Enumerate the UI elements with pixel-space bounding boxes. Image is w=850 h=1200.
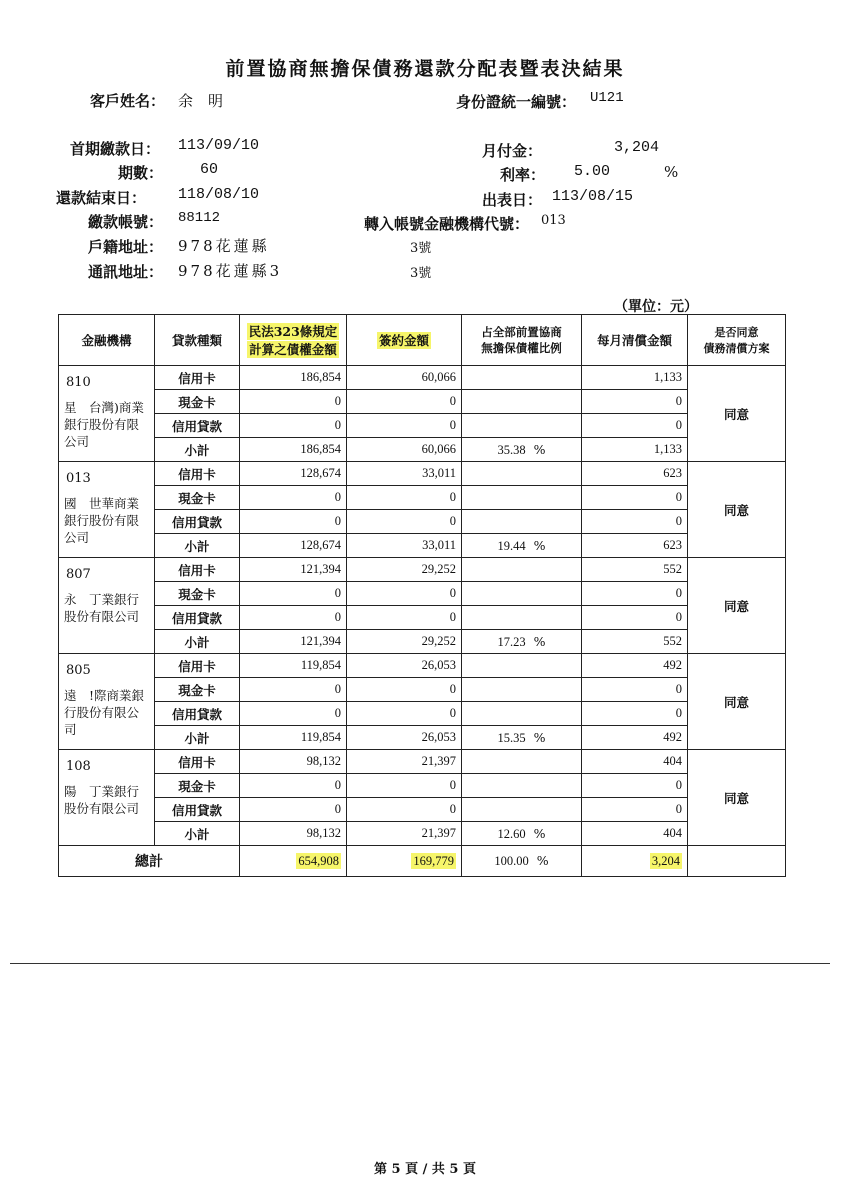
claim-cell: 121,394 [240, 558, 347, 582]
contract-cell: 33,011 [347, 462, 462, 486]
loan-type-cell: 信用貸款 [155, 702, 240, 726]
claim-cell: 0 [240, 414, 347, 438]
bank-cell [59, 750, 155, 846]
id-label: 身份證統一編號： [456, 93, 577, 111]
loan-type-cell: 信用卡 [155, 366, 240, 390]
id-value: U121 [590, 90, 624, 106]
periods-label: 期數： [118, 164, 164, 182]
agree-cell: 同意 [688, 750, 786, 846]
total-ratio-value: 100.00 [494, 854, 529, 868]
ratio-cell [462, 726, 582, 750]
loan-type-cell: 現金卡 [155, 582, 240, 606]
claim-cell: 186,854 [240, 366, 347, 390]
ratio-value: 17.23 [497, 634, 526, 649]
header-contract-text: 簽約金額 [378, 333, 429, 348]
monthly-cell: 0 [582, 678, 688, 702]
contract-cell: 0 [347, 414, 462, 438]
contract-cell: 0 [347, 798, 462, 822]
ratio-value: 15.35 [497, 730, 526, 745]
header-agree-line1: 是否同意 [714, 326, 759, 339]
monthly-cell: 404 [582, 822, 688, 846]
transfer-label: 轉入帳號金融機構代號： [364, 215, 530, 233]
ratio-cell [462, 438, 582, 462]
table-row [59, 726, 786, 750]
scan-artifact-line [10, 963, 830, 964]
table-row [59, 798, 786, 822]
claim-cell: 0 [240, 486, 347, 510]
bank-code: 807 [66, 567, 91, 582]
bank-cell [59, 654, 155, 750]
claim-cell: 128,674 [240, 462, 347, 486]
reg-addr-value: 978花蓮縣 [178, 237, 270, 255]
ratio-value: 12.60 [497, 826, 526, 841]
contract-cell: 33,011 [347, 534, 462, 558]
mail-addr-suffix: 3號 [410, 266, 432, 281]
page-footer: 第 5 頁 / 共 5 頁 [374, 1162, 476, 1177]
bank-code: 013 [66, 471, 91, 486]
table-row [59, 654, 786, 678]
header-loan-type: 貸款種類 [155, 315, 240, 366]
table-header-row [59, 315, 786, 366]
header-agree [688, 315, 786, 366]
monthly-value: 3,204 [614, 139, 660, 156]
contract-cell: 60,066 [347, 366, 462, 390]
monthly-cell: 0 [582, 702, 688, 726]
monthly-cell: 404 [582, 750, 688, 774]
mail-addr-label: 通訊地址： [88, 263, 164, 281]
ratio-cell [462, 798, 582, 822]
table-row [59, 606, 786, 630]
total-ratio-percent: % [536, 853, 549, 868]
loan-type-cell: 信用貸款 [155, 798, 240, 822]
ratio-cell [462, 822, 582, 846]
header-ratio-line1: 占全部前置協商 [481, 325, 562, 339]
issue-value: 113/08/15 [552, 188, 634, 205]
table-row [59, 774, 786, 798]
contract-cell: 21,397 [347, 822, 462, 846]
agree-cell: 同意 [688, 366, 786, 462]
bank-name: 永 丁業銀行股份有限公司 [64, 592, 140, 624]
table-row [59, 630, 786, 654]
claim-cell: 98,132 [240, 822, 347, 846]
table-row [59, 678, 786, 702]
contract-cell: 26,053 [347, 654, 462, 678]
bank-cell [59, 462, 155, 558]
first-pay-label: 首期繳款日： [70, 140, 161, 158]
loan-type-cell: 小計 [155, 726, 240, 750]
monthly-cell: 0 [582, 774, 688, 798]
table-row [59, 702, 786, 726]
transfer-value: 013 [541, 213, 566, 228]
account-label: 繳款帳號： [88, 213, 164, 231]
ratio-cell [462, 702, 582, 726]
table-row [59, 558, 786, 582]
monthly-cell: 552 [582, 558, 688, 582]
claim-cell: 0 [240, 702, 347, 726]
loan-type-cell: 小計 [155, 534, 240, 558]
customer-name-value: 余 明 [178, 92, 224, 110]
loan-type-cell: 信用卡 [155, 462, 240, 486]
allocation-table [58, 314, 786, 877]
table-row [59, 582, 786, 606]
table-row [59, 438, 786, 462]
loan-type-cell: 小計 [155, 630, 240, 654]
loan-type-cell: 現金卡 [155, 486, 240, 510]
contract-cell: 0 [347, 582, 462, 606]
total-contract-value: 169,779 [413, 853, 454, 868]
rate-unit: % [664, 163, 679, 181]
loan-type-cell: 現金卡 [155, 390, 240, 414]
agree-cell: 同意 [688, 558, 786, 654]
ratio-percent: % [533, 729, 546, 745]
total-monthly-value: 3,204 [651, 853, 680, 868]
claim-cell: 119,854 [240, 654, 347, 678]
bank-name: 陽 丁業銀行股份有限公司 [64, 784, 140, 816]
header-institution: 金融機構 [59, 315, 155, 366]
first-pay-value: 113/09/10 [178, 137, 260, 154]
contract-cell: 0 [347, 510, 462, 534]
monthly-cell: 0 [582, 486, 688, 510]
ratio-cell [462, 366, 582, 390]
ratio-value: 35.38 [497, 442, 526, 457]
rate-value: 5.00 [574, 163, 611, 180]
loan-type-cell: 小計 [155, 822, 240, 846]
header-ratio [462, 315, 582, 366]
issue-label: 出表日： [482, 191, 543, 209]
loan-type-cell: 小計 [155, 438, 240, 462]
header-contract [347, 315, 462, 366]
contract-cell: 0 [347, 678, 462, 702]
monthly-cell: 1,133 [582, 438, 688, 462]
ratio-cell [462, 414, 582, 438]
header-claim [240, 315, 347, 366]
claim-cell: 0 [240, 798, 347, 822]
ratio-percent: % [533, 825, 546, 841]
total-claim [240, 846, 347, 877]
ratio-cell [462, 678, 582, 702]
contract-cell: 0 [347, 486, 462, 510]
end-label: 還款結束日： [56, 189, 147, 207]
claim-cell: 0 [240, 510, 347, 534]
loan-type-cell: 信用卡 [155, 750, 240, 774]
bank-name: 遠 !際商業銀行股份有限公司 [64, 688, 145, 737]
bank-code: 805 [66, 663, 91, 678]
claim-cell: 98,132 [240, 750, 347, 774]
bank-code: 108 [66, 759, 91, 774]
customer-name-label: 客戶姓名： [90, 92, 166, 110]
ratio-cell [462, 630, 582, 654]
monthly-cell: 492 [582, 654, 688, 678]
monthly-cell: 0 [582, 582, 688, 606]
monthly-cell: 623 [582, 534, 688, 558]
rate-label: 利率： [500, 166, 546, 184]
table-row [59, 414, 786, 438]
bank-code: 810 [66, 375, 91, 390]
contract-cell: 29,252 [347, 630, 462, 654]
loan-type-cell: 信用卡 [155, 654, 240, 678]
agree-cell: 同意 [688, 654, 786, 750]
ratio-cell [462, 582, 582, 606]
contract-cell: 0 [347, 702, 462, 726]
loan-type-cell: 現金卡 [155, 678, 240, 702]
loan-type-cell: 信用卡 [155, 558, 240, 582]
loan-type-cell: 信用貸款 [155, 510, 240, 534]
table-row [59, 486, 786, 510]
ratio-cell [462, 510, 582, 534]
ratio-percent: % [533, 441, 546, 457]
contract-cell: 0 [347, 606, 462, 630]
monthly-cell: 1,133 [582, 366, 688, 390]
contract-cell: 60,066 [347, 438, 462, 462]
contract-cell: 21,397 [347, 750, 462, 774]
total-label: 總計 [59, 846, 240, 877]
header-agree-line2: 債務清償方案 [703, 342, 770, 355]
claim-cell: 0 [240, 774, 347, 798]
unit-note: （單位：元） [614, 299, 698, 315]
contract-cell: 26,053 [347, 726, 462, 750]
header-claim-line2: 計算之債權金額 [249, 342, 337, 357]
total-claim-value: 654,908 [298, 853, 339, 868]
end-value: 118/08/10 [178, 186, 260, 203]
reg-addr-label: 戶籍地址： [88, 238, 164, 256]
header-monthly: 每月清償金額 [582, 315, 688, 366]
ratio-percent: % [533, 633, 546, 649]
table-row [59, 366, 786, 390]
claim-cell: 0 [240, 390, 347, 414]
claim-cell: 186,854 [240, 438, 347, 462]
header-ratio-line2: 無擔保債權比例 [481, 341, 562, 355]
periods-value: 60 [200, 161, 219, 178]
bank-name: 國 世華商業銀行股份有限公司 [64, 496, 140, 545]
ratio-cell [462, 390, 582, 414]
claim-cell: 0 [240, 678, 347, 702]
monthly-cell: 0 [582, 606, 688, 630]
table-row [59, 822, 786, 846]
header-claim-line1: 民法323條規定 [248, 324, 338, 339]
loan-type-cell: 現金卡 [155, 774, 240, 798]
contract-cell: 0 [347, 390, 462, 414]
contract-cell: 0 [347, 774, 462, 798]
page-title: 前置協商無擔保債務還款分配表暨表決結果 [225, 58, 625, 80]
ratio-percent: % [533, 537, 546, 553]
reg-addr-suffix: 3號 [410, 241, 432, 256]
monthly-cell: 0 [582, 414, 688, 438]
monthly-cell: 0 [582, 798, 688, 822]
ratio-cell [462, 750, 582, 774]
claim-cell: 128,674 [240, 534, 347, 558]
agree-cell: 同意 [688, 462, 786, 558]
loan-type-cell: 信用貸款 [155, 606, 240, 630]
ratio-cell [462, 774, 582, 798]
total-monthly [582, 846, 688, 877]
claim-cell: 121,394 [240, 630, 347, 654]
account-value: 88112 [178, 210, 221, 226]
ratio-cell [462, 462, 582, 486]
table-row [59, 510, 786, 534]
total-row [59, 846, 786, 877]
monthly-cell: 0 [582, 510, 688, 534]
monthly-cell: 0 [582, 390, 688, 414]
bank-cell [59, 366, 155, 462]
loan-type-cell: 信用貸款 [155, 414, 240, 438]
bank-cell [59, 558, 155, 654]
claim-cell: 119,854 [240, 726, 347, 750]
table-row [59, 462, 786, 486]
claim-cell: 0 [240, 582, 347, 606]
table-row [59, 390, 786, 414]
monthly-label: 月付金： [482, 142, 543, 160]
ratio-cell [462, 606, 582, 630]
monthly-cell: 552 [582, 630, 688, 654]
ratio-cell [462, 486, 582, 510]
total-agree-empty [688, 846, 786, 877]
contract-cell: 29,252 [347, 558, 462, 582]
table-row [59, 750, 786, 774]
ratio-cell [462, 654, 582, 678]
table-row [59, 534, 786, 558]
mail-addr-value: 978花蓮縣3 [178, 262, 283, 280]
ratio-cell [462, 558, 582, 582]
monthly-cell: 623 [582, 462, 688, 486]
ratio-cell [462, 534, 582, 558]
claim-cell: 0 [240, 606, 347, 630]
total-ratio [462, 846, 582, 877]
bank-name: 星 台灣)商業銀行股份有限公司 [64, 400, 144, 449]
monthly-cell: 492 [582, 726, 688, 750]
total-contract [347, 846, 462, 877]
ratio-value: 19.44 [497, 538, 526, 553]
